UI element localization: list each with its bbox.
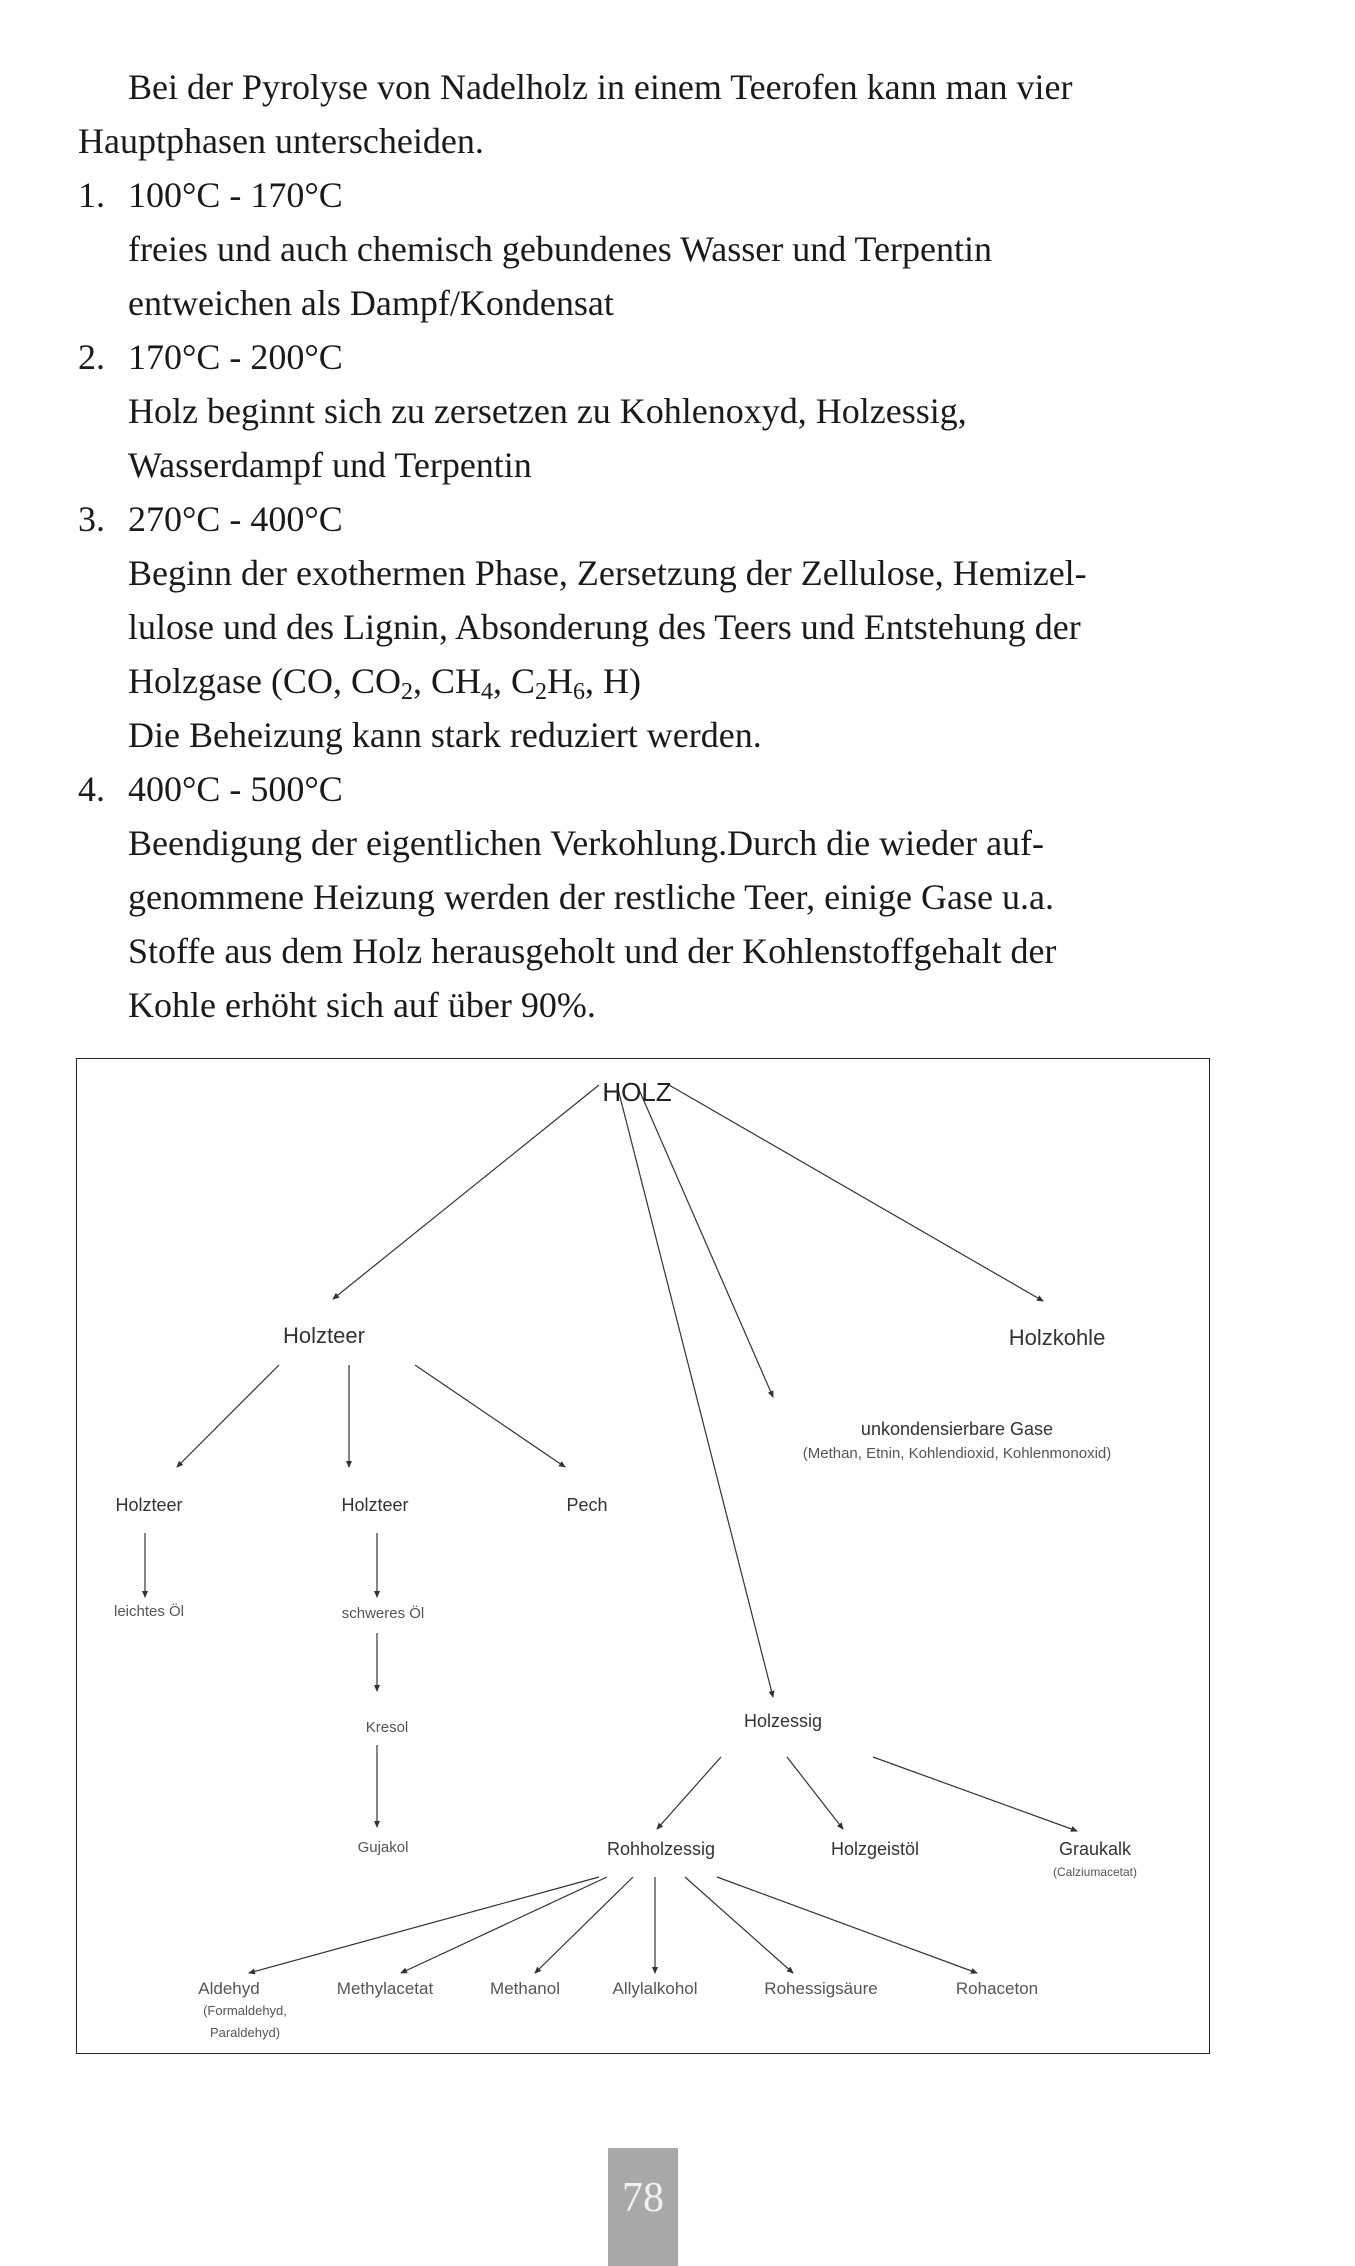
arrow-holz-holzessig [617, 1085, 773, 1697]
pyrolysis-diagram [76, 1058, 1210, 2054]
node-gase-detail: (Methan, Etnin, Kohlendioxid, Kohlenmonoxid) [802, 1445, 1112, 1462]
node-gase: unkondensierbare Gase [860, 1419, 1054, 1439]
phase-range: 270°C - 400°C [128, 499, 343, 539]
arrow-holz-gase [637, 1085, 773, 1397]
node-holzessig: Holzessig [743, 1711, 823, 1731]
phase-description [128, 546, 1278, 762]
phase-range: 170°C - 200°C [128, 337, 343, 377]
intro-line-2: Hauptphasen unterscheiden. [78, 121, 484, 161]
node-rohessigsaeure: Rohessigsäure [764, 1979, 878, 1998]
phase-line: Holz beginnt sich zu zersetzen zu Kohlenoxyd, Holzessig, [128, 391, 967, 431]
arrow-holzessig-graukalk [873, 1757, 1077, 1831]
holzgase-formula: Holzgase (CO, $CO_2$, $CH_4$, $C_2H_6$, H) [128, 661, 641, 705]
node-kresol: Kresol [365, 1719, 409, 1736]
arrow-holz-holzteer [333, 1085, 599, 1299]
phase-number: 3. [78, 499, 105, 539]
node-holzteer-left: Holzteer [115, 1495, 183, 1515]
node-graukalk: Graukalk [1058, 1839, 1132, 1859]
phase-line: entweichen als Dampf/Kondensat [128, 283, 614, 323]
arrow-holz-holzkohle [669, 1085, 1043, 1301]
arrow-roh-rohaceton [717, 1877, 977, 1973]
arrow-holzteer-left [177, 1365, 279, 1467]
phase-description [128, 384, 1278, 492]
node-holzteer: Holzteer [283, 1323, 365, 1348]
node-leichtes-oel: leichtes Öl [113, 1603, 185, 1620]
node-holzteer-mid: Holzteer [341, 1495, 409, 1515]
phase-description [128, 222, 1278, 330]
node-aldehyd-detail-1: (Formaldehyd, [203, 2003, 287, 2018]
node-pech: Pech [566, 1495, 608, 1515]
arrow-holzteer-pech [415, 1365, 565, 1467]
phase-number: 2. [78, 337, 105, 377]
phase-description [128, 816, 1278, 1032]
phase-line: Beginn der exothermen Phase, Zersetzung der Zellulose, Hemizel- [128, 553, 1087, 593]
node-schweres-oel: schweres Öl [341, 1605, 425, 1622]
page-number: 78 [608, 2148, 678, 2266]
phase-line: lulose und des Lignin, Absonderung des Teers und Entstehung der [128, 607, 1081, 647]
phase-line: Beendigung der eigentlichen Verkohlung.Durch die wieder auf- [128, 823, 1045, 863]
phase-line: freies und auch chemisch gebundenes Wasser und Terpentin [128, 229, 992, 269]
arrow-roh-methanol [535, 1877, 633, 1973]
intro-paragraph [78, 60, 1248, 168]
phase-line: Kohle erhöht sich auf über 90%. [128, 985, 596, 1025]
phase-range: 100°C - 170°C [128, 175, 343, 215]
node-holz: HOLZ [602, 1077, 672, 1107]
phase-number: 1. [78, 175, 105, 215]
node-holzkohle: Holzkohle [1008, 1325, 1106, 1350]
arrow-holzessig-holzgeistoel [787, 1757, 843, 1829]
node-rohaceton: Rohaceton [955, 1979, 1039, 1998]
arrow-roh-aldehyd [249, 1877, 599, 1973]
node-methylacetat: Methylacetat [336, 1979, 434, 1998]
node-aldehyd-detail-2: Paraldehyd) [209, 2025, 281, 2040]
intro-line-1: Bei der Pyrolyse von Nadelholz in einem Teerofen kann man vier [128, 67, 1073, 107]
node-holzgeistoel: Holzgeistöl [830, 1839, 920, 1859]
node-allylalkohol: Allylalkohol [612, 1979, 698, 1998]
node-methanol: Methanol [490, 1979, 560, 1998]
phase-line: genommene Heizung werden der restliche Teer, einige Gase u.a. [128, 877, 1054, 917]
node-rohholzessig: Rohholzessig [606, 1839, 716, 1859]
arrow-roh-methylacetat [401, 1877, 607, 1973]
node-gujakol: Gujakol [357, 1839, 409, 1856]
node-aldehyd: Aldehyd [198, 1979, 260, 1998]
phase-line: Stoffe aus dem Holz herausgeholt und der Kohlenstoffgehalt der [128, 931, 1057, 971]
diagram-arrows [77, 1059, 1211, 2055]
phase-note: Die Beheizung kann stark reduziert werden. [128, 715, 762, 755]
node-graukalk-detail: (Calziumacetat) [1052, 1865, 1138, 1879]
arrow-holzessig-rohholzessig [657, 1757, 721, 1829]
arrow-roh-rohessigsaeure [685, 1877, 793, 1973]
phase-line: Wasserdampf und Terpentin [128, 445, 532, 485]
phase-range: 400°C - 500°C [128, 769, 343, 809]
phase-number: 4. [78, 769, 105, 809]
